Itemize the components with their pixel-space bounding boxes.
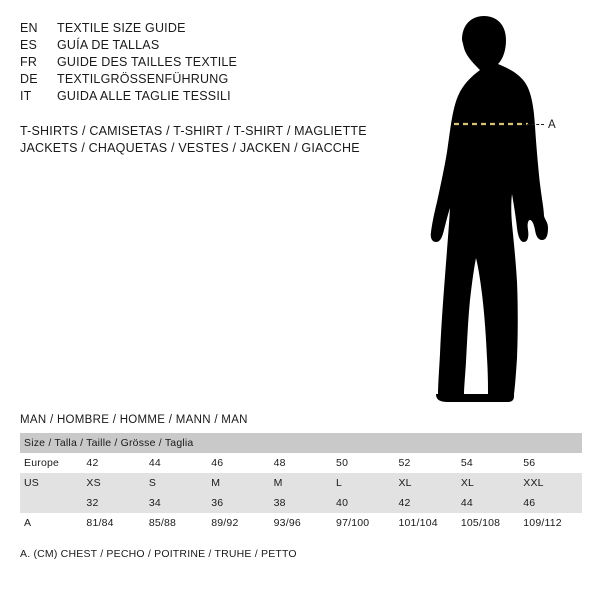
language-code: ES <box>20 38 38 52</box>
table-row <box>20 513 582 533</box>
measure-letter-label: A <box>548 119 557 131</box>
size-table-region <box>20 414 582 533</box>
language-code: FR <box>20 55 38 69</box>
language-text: GUIDE DES TAILLES TEXTILE <box>57 55 238 69</box>
cell: 32 <box>82 493 144 513</box>
cell: 44 <box>457 493 519 513</box>
cell: 42 <box>82 453 144 473</box>
cell: 93/96 <box>270 513 332 533</box>
table-row <box>20 493 582 513</box>
cell: 109/112 <box>519 513 582 533</box>
language-text: TEXTILGRÖSSENFÜHRUNG <box>57 72 229 86</box>
language-text: GUIDA ALLE TAGLIE TESSILI <box>57 89 231 103</box>
cell: 34 <box>145 493 207 513</box>
table-row <box>20 453 582 473</box>
garment-category-tshirts: T-SHIRTS / CAMISETAS / T-SHIRT / T-SHIRT / MAGLIETTE <box>20 124 367 138</box>
garment-category-jackets: JACKETS / CHAQUETAS / VESTES / JACKEN / GIACCHE <box>20 141 360 155</box>
cell: L <box>332 473 394 493</box>
cell: XL <box>457 473 519 493</box>
cell: 81/84 <box>82 513 144 533</box>
cell: 36 <box>207 493 269 513</box>
row-label <box>20 493 82 513</box>
table-title: MAN / HOMBRE / HOMME / MANN / MAN <box>20 414 248 426</box>
cell: 54 <box>457 453 519 473</box>
cell: 46 <box>207 453 269 473</box>
cell: XL <box>394 473 456 493</box>
cell: 50 <box>332 453 394 473</box>
table-row <box>20 473 582 493</box>
row-label: A <box>20 513 82 533</box>
row-label: Europe <box>20 453 82 473</box>
cell: 44 <box>145 453 207 473</box>
language-code: DE <box>20 72 38 86</box>
cell: XS <box>82 473 144 493</box>
cell: 56 <box>519 453 582 473</box>
language-code: EN <box>20 21 38 35</box>
cell: 105/108 <box>457 513 519 533</box>
size-table <box>20 433 582 533</box>
cell: 40 <box>332 493 394 513</box>
cell: 38 <box>270 493 332 513</box>
cell: M <box>270 473 332 493</box>
silhouette-icon <box>396 14 586 404</box>
language-text: GUÍA DE TALLAS <box>57 38 160 52</box>
cell: XXL <box>519 473 582 493</box>
chest-measurement-footnote: A. (CM) CHEST / PECHO / POITRINE / TRUHE / PETTO <box>20 548 297 560</box>
cell: 85/88 <box>145 513 207 533</box>
cell: M <box>207 473 269 493</box>
cell: S <box>145 473 207 493</box>
cell: 97/100 <box>332 513 394 533</box>
cell: 52 <box>394 453 456 473</box>
language-code: IT <box>20 89 32 103</box>
cell: 42 <box>394 493 456 513</box>
cell: 48 <box>270 453 332 473</box>
measure-leader-line <box>522 124 544 125</box>
cell: 89/92 <box>207 513 269 533</box>
cell: 101/104 <box>394 513 456 533</box>
table-header-row <box>20 433 582 453</box>
language-text: TEXTILE SIZE GUIDE <box>57 21 186 35</box>
table-header-label: Size / Talla / Taille / Grösse / Taglia <box>20 433 582 453</box>
cell: 46 <box>519 493 582 513</box>
male-silhouette-figure <box>396 14 586 404</box>
row-label: US <box>20 473 82 493</box>
